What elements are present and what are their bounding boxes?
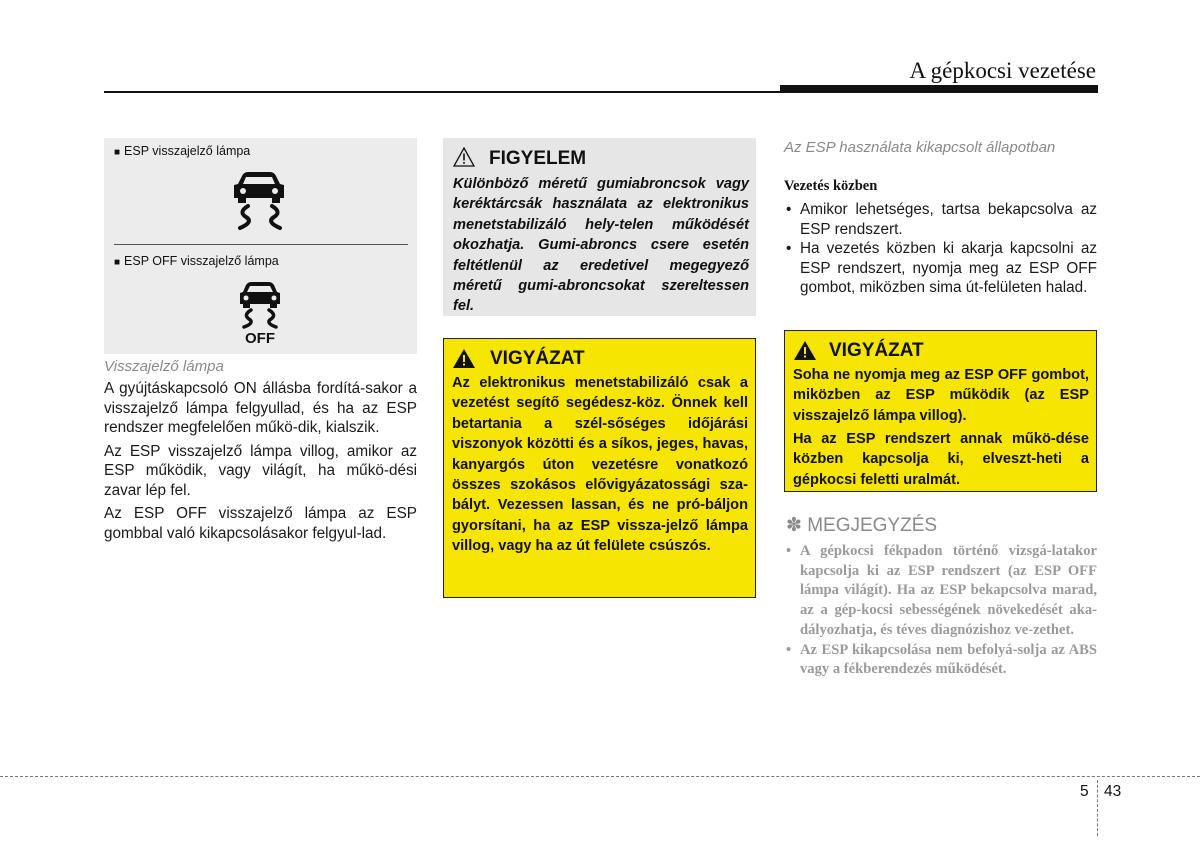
paragraph: Az ESP OFF visszajelző lámpa az ESP gombbal való kikapcsolásakor felgyul-lad. (104, 505, 417, 542)
warning-triangle-icon (452, 348, 476, 369)
header-rule-thick (780, 85, 1098, 93)
caution-text: Különböző méretű gumiabroncsok vagy keréktárcsák használata az elektronikus menetstabilizáló hely-telen működését okozhatja. Gumi-abroncs csere esetén feltétlenül az eredetivel megegyező méretű gumi-abroncsokat szereltessen fel. (453, 176, 749, 315)
esp-off-lamp-label (114, 254, 279, 268)
note-item-text: A gépkocsi fékpadon történő vizsgá-latakor kapcsolja ki az ESP rendszert (az ESP OFF lámpa világít). Ha az ESP bekapcsolva marad, az a gép-kocsi sebességének növekedését aka-dályozhatja, és téves diagnózishoz ve-zethet. (800, 543, 1097, 638)
figure-caption: Visszajelző lámpa (104, 358, 224, 375)
warning-text: Soha ne nyomja meg az ESP OFF gombot, miközben az ESP működik (az ESP visszajelző lámpa villog). (793, 367, 1089, 424)
footer-divider (0, 776, 1200, 777)
list-item (784, 200, 1097, 239)
panel-divider (114, 244, 408, 245)
bullet: • (786, 641, 792, 658)
warning-title: VIGYÁZAT (490, 348, 585, 369)
esp-lamp-label (114, 144, 250, 158)
warning-box (443, 338, 756, 598)
subheading: Vezetés közben (784, 178, 878, 194)
list-item (784, 239, 1097, 298)
bullet: • (786, 201, 792, 218)
chapter-number: 5 (1080, 783, 1089, 800)
note-item-text: Az ESP kikapcsolása nem befolyá-solja az ABS vagy a fékberendezés működését. (800, 641, 1097, 678)
caution-title: FIGYELEM (489, 148, 587, 169)
esp-off-indicator-icon (232, 280, 288, 346)
caution-triangle-icon (453, 147, 475, 167)
list-item-text: Ha vezetés közben ki akarja kapcsolni az ESP rendszert, nyomja meg az ESP OFF gombot, miközben sima út-felületen halad. (800, 240, 1097, 296)
indicator-description (104, 379, 417, 547)
note-item (784, 542, 1097, 641)
warning-text: Ha az ESP rendszert annak műkö-dése közben kapcsolja ki, elveszt-heti a gépkocsi feletti uralmát. (793, 431, 1089, 488)
esp-indicator-icon (226, 170, 292, 232)
warning-box (784, 330, 1097, 492)
page-header-title: A gépkocsi vezetése (909, 58, 1096, 83)
note-list (784, 542, 1097, 680)
note-title: ✽ MEGJEGYZÉS (786, 515, 938, 536)
esp-lamp-label-text: ESP visszajelző lámpa (124, 144, 251, 158)
caution-box (443, 138, 756, 316)
bullet: • (786, 240, 792, 257)
driving-bullet-list (784, 200, 1097, 298)
warning-text: Az elektronikus menetstabilizáló csak a vezetést segítő segédesz-köz. Önnek kell betartania a szél-sőséges időjárási viszonyok közötti és a síkos, jeges, havas, kanyargós úton vezetésre vonatkozó összes szokásos elővigyázatossági sza-bályt. Vezessen lassan, és ne pró-báljon gyorsítani, ha az ESP vissza-jelző lámpa villog, vagy ha az út felülete csúszós. (452, 375, 748, 555)
list-item-text: Amikor lehetséges, tartsa bekapcsolva az ESP rendszert. (800, 201, 1097, 238)
warning-title: VIGYÁZAT (829, 340, 924, 361)
footer-vertical-divider (1097, 780, 1098, 836)
indicator-lamp-panel (104, 138, 417, 354)
paragraph: Az ESP visszajelző lámpa villog, amikor az ESP működik, vagy világít, ha műkö-dési zavar lép fel. (104, 442, 417, 499)
bullet: • (786, 543, 792, 559)
esp-off-lamp-label-text: ESP OFF visszajelző lámpa (124, 254, 279, 268)
square-bullet: ■ (114, 257, 121, 268)
square-bullet: ■ (114, 147, 121, 158)
page-number: 43 (1104, 783, 1122, 800)
section-heading: Az ESP használata kikapcsolt állapotban (784, 139, 1056, 156)
warning-triangle-icon (793, 340, 817, 361)
note-item (784, 641, 1097, 680)
paragraph: A gyújtáskapcsoló ON állásba fordítá-sakor a visszajelző lámpa felgyullad, és ha az ESP rendszer megfelelően műkö-dik, kialszik. (104, 380, 417, 436)
off-icon-text: OFF (245, 330, 275, 346)
